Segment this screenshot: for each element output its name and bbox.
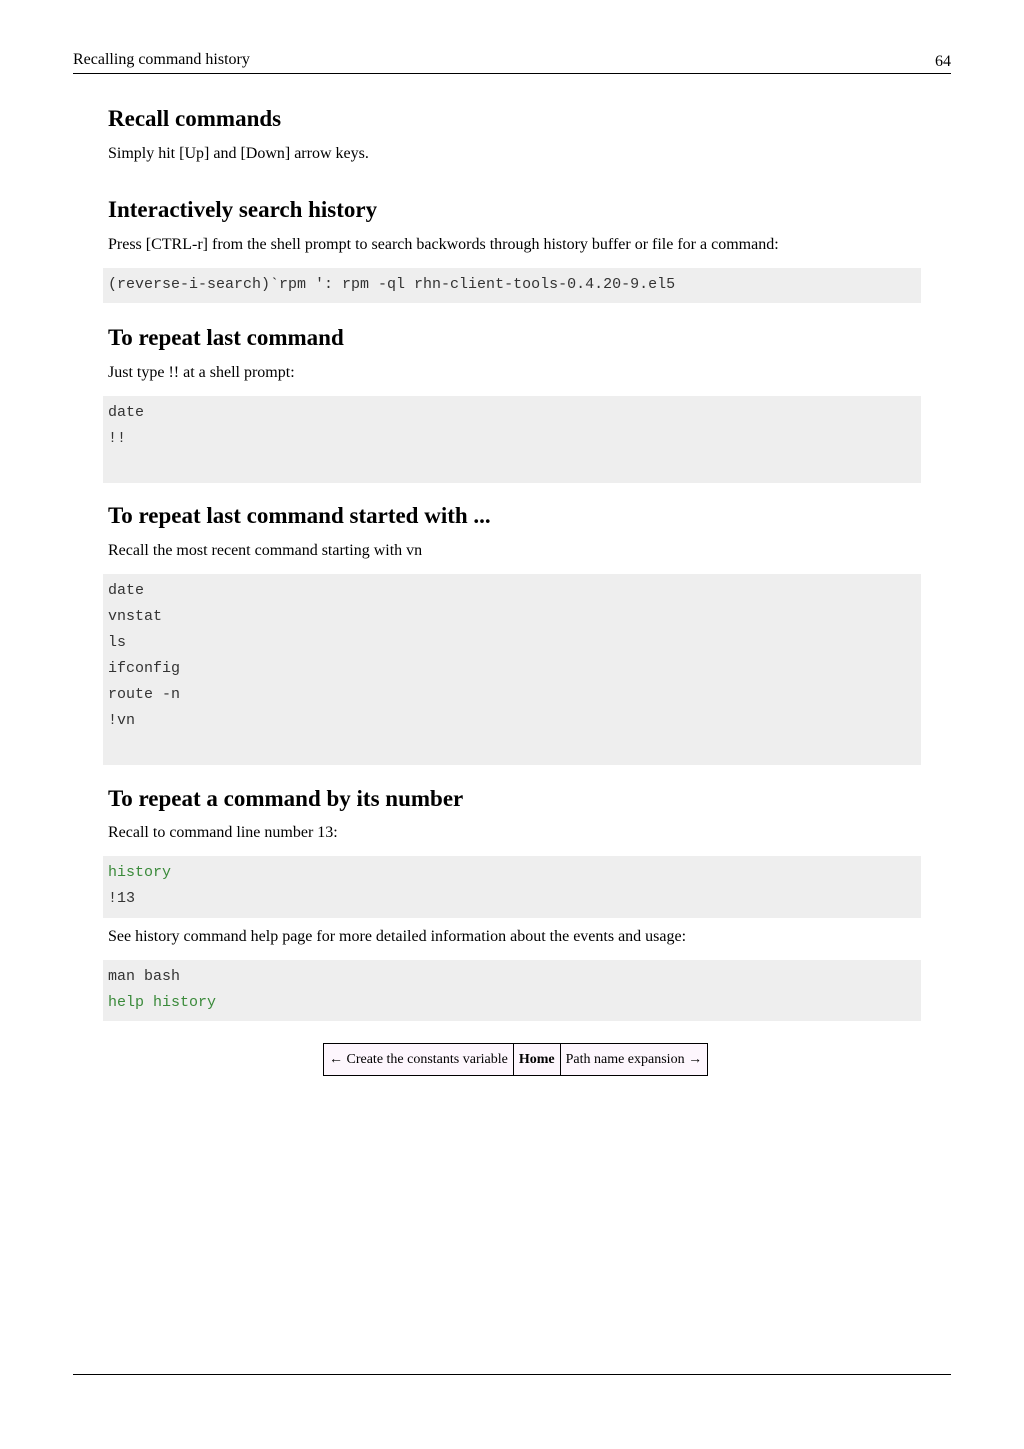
heading-repeat-last: To repeat last command <box>108 325 344 350</box>
code-block-repeat-last <box>103 396 921 483</box>
code-line: man bash <box>108 968 181 985</box>
nav-next-link[interactable]: Path name expansion → <box>565 1051 703 1067</box>
code-line: ls <box>108 634 127 651</box>
nav-home-link[interactable]: Home <box>514 1044 561 1075</box>
running-title: Recalling command history <box>73 51 250 68</box>
heading-interactive-search: Interactively search history <box>108 197 378 222</box>
code-line: ifconfig <box>108 660 181 677</box>
page-header <box>73 50 951 74</box>
code-line: vnstat <box>108 608 163 625</box>
code-line: !13 <box>108 890 136 907</box>
paragraph-recall-commands: Simply hit [Up] and [Down] arrow keys. <box>108 145 369 162</box>
code-block-repeat-by-number <box>103 856 921 918</box>
code-block-help <box>103 960 921 1021</box>
heading-repeat-by-number: To repeat a command by its number <box>108 786 464 811</box>
paragraph-help-page: See history command help page for more detailed information about the events and usage: <box>108 928 687 945</box>
code-line: !vn <box>108 712 136 729</box>
heading-repeat-started-with: To repeat last command started with ... <box>108 503 491 528</box>
paragraph-repeat-started-with: Recall the most recent command starting with vn <box>108 542 423 559</box>
code-block-repeat-started-with <box>103 574 921 765</box>
nav-prev-link[interactable]: ← Create the constants variable <box>324 1044 514 1075</box>
heading-recall-commands: Recall commands <box>108 106 282 131</box>
code-line: !! <box>108 430 127 447</box>
code-line: date <box>108 582 145 599</box>
paragraph-repeat-last: Just type !! at a shell prompt: <box>108 364 295 381</box>
paragraph-repeat-by-number: Recall to command line number 13: <box>108 824 338 841</box>
code-line: help history <box>108 994 217 1011</box>
footer-rule <box>73 1374 951 1375</box>
page-number: 64 <box>935 53 951 70</box>
paragraph-interactive-search: Press [CTRL-r] from the shell prompt to search backwords through history buffer or file for a command: <box>108 236 779 253</box>
code-line: history <box>108 864 172 881</box>
code-line: (reverse-i-search)`rpm ': rpm -ql rhn-client-tools-0.4.20-9.el5 <box>108 276 676 293</box>
page-navigation <box>323 1043 708 1076</box>
code-line: date <box>108 404 145 421</box>
code-block-reverse-search <box>103 268 921 303</box>
code-line: route -n <box>108 686 181 703</box>
